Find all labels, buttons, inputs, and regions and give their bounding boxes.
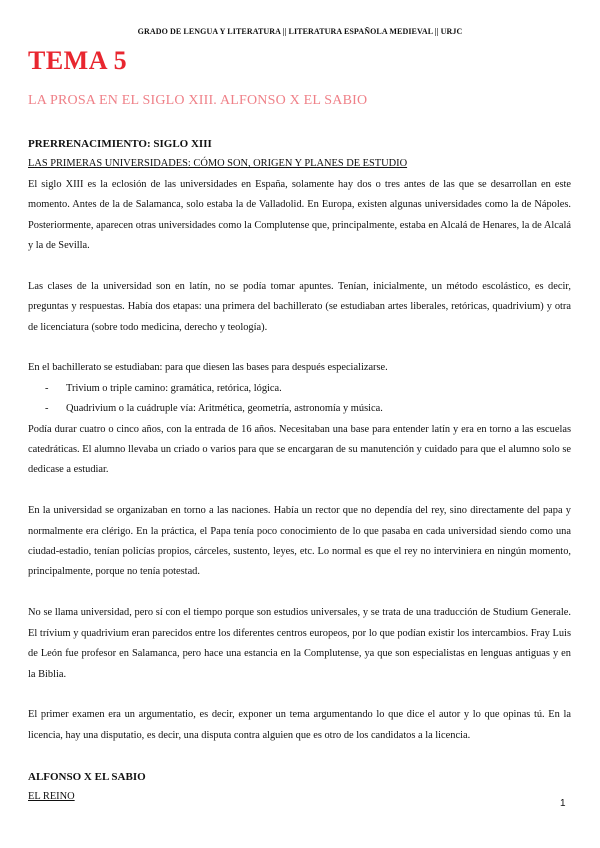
document-body: [28, 134, 571, 807]
paragraph-spacer: [28, 685, 571, 705]
page-title: TEMA 5: [28, 46, 128, 75]
paragraph: No se llama universidad, pero sí con el tiempo porque son estudios universales, y se trata de una traducción de Studium Generale. El trívium y quadrivium eran parecidos entre los diferentes centros europeos, por lo que podían existir los intercambios. Fray Luis de León fue profesor en Salamanca, pero hace una estancia en la Complutense, ya que son especialistas en lenguas antiguas y en la Biblia.: [28, 607, 571, 680]
bullet-marker: -: [45, 403, 49, 415]
subsection-heading-universidades: LAS PRIMERAS UNIVERSIDADES: CÓMO SON, ORIGEN Y PLANES DE ESTUDIO: [28, 158, 408, 170]
paragraph: El primer examen era un argumentatio, es decir, exponer un tema argumentando lo que dice el autor y lo que opinas tú. En la licencia, hay una disputatio, es decir, una disputa contra alguien que es otro de los candidatos a la licencia.: [28, 709, 571, 741]
paragraph: Las clases de la universidad son en latín, no se podía tomar apuntes. Tenían, inicialmente, un método escolástico, es decir, preguntas y respuestas. Había dos etapas: una primera del bachillerato (se estudiaban artes liberales, retóricas, quadrivium) y otra de licenciatura (sobre todo medicina, derecho y teología).: [28, 280, 571, 333]
page-subtitle: LA PROSA EN EL SIGLO XIII. ALFONSO X EL SABIO: [28, 93, 368, 108]
paragraph-spacer: [28, 338, 571, 358]
page-number: 1: [560, 798, 566, 809]
subsection-heading-reino: EL REINO: [28, 790, 75, 802]
section-heading-alfonso: ALFONSO X EL SABIO: [28, 770, 146, 783]
paragraph: Podía durar cuatro o cinco años, con la entrada de 16 años. Necesitaban una base para entender latín y era en torno a las escuelas catedráticas. El alumno llevaba un criado o varios para que se encargaran de su manutención y cuidado para que el alumno solo se dedicase a estudiar.: [28, 423, 571, 476]
list-item: [28, 399, 571, 419]
paragraph-spacer: [28, 746, 571, 766]
paragraph: El siglo XIII es la eclosión de las universidades en España, solamente hay dos o tres antes de las que se desarrollan en este momento. Antes de la de Salamanca, solo estaba la de Valladolid. En Europa, existen algunas universidades como la de Nápoles. Posteriormente, aparecen otras universidades como la Complutense que, principalmente, estaba en Alcalá de Henares, la de Alcalá y la de Sevilla.: [28, 178, 571, 252]
paragraph-spacer: [28, 481, 571, 501]
paragraph-spacer: [28, 583, 571, 603]
list-item-text: Quadrivium o la cuádruple vía: Aritmética, geometría, astronomía y música.: [66, 403, 383, 415]
list-item: [28, 379, 571, 399]
section-heading-prerrenacimiento: PRERRENACIMIENTO: SIGLO XIII: [28, 138, 212, 150]
bullet-marker: -: [45, 382, 49, 394]
paragraph: En el bachillerato se estudiaban: para que diesen las bases para después especializarse.: [28, 362, 388, 374]
running-header: GRADO DE LENGUA Y LITERATURA || LITERATURA ESPAÑOLA MEDIEVAL || URJC: [137, 27, 463, 36]
paragraph-spacer: [28, 256, 571, 276]
bullet-list: [28, 379, 571, 420]
paragraph: En la universidad se organizaban en torno a las naciones. Había un rector que no dependía del rey, sino directamente del papa y normalmente era clérigo. En la práctica, el Papa tenía poco conocimiento de lo que pasaba en cada universidad siendo como una ciudad-estadio, tenían policías propios, cárceles, sustento, leyes, etc. Lo normal es que el rey no interviniera en ningún momento, principalmente, porque no tenía potestad.: [28, 505, 571, 578]
list-item-text: Trivium o triple camino: gramática, retórica, lógica.: [66, 382, 282, 394]
